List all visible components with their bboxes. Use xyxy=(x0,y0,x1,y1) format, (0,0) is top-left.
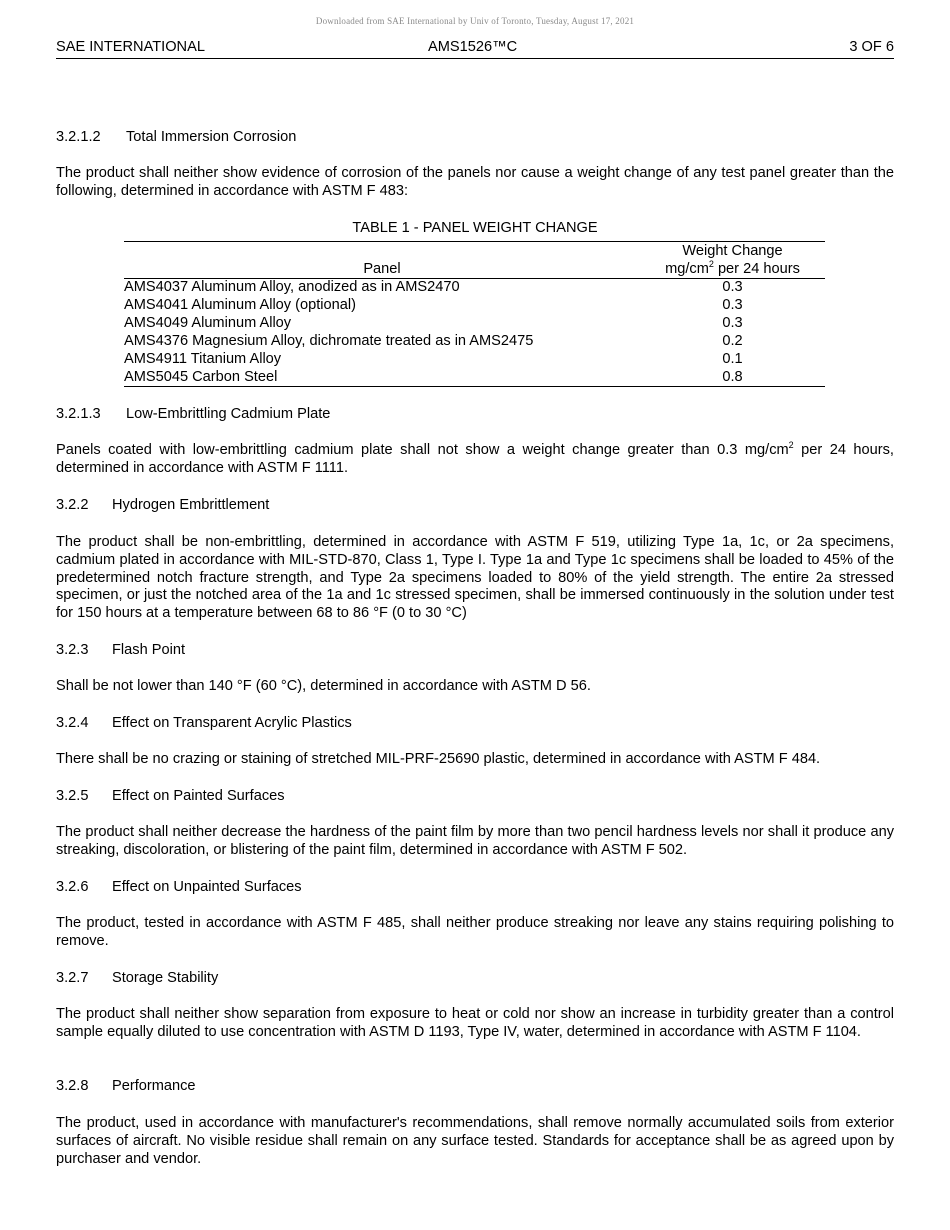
value-cell: 0.2 xyxy=(722,332,743,349)
header-page-number: 3 OF 6 xyxy=(849,39,894,55)
section-number: 3.2.4 xyxy=(56,715,89,731)
section-title: Effect on Transparent Acrylic Plastics xyxy=(112,715,352,731)
section-title: Hydrogen Embrittlement xyxy=(112,497,270,513)
section-heading-322 xyxy=(56,497,269,513)
section-title: Total Immersion Corrosion xyxy=(126,129,297,145)
section-title: Low-Embrittling Cadmium Plate xyxy=(126,406,331,422)
panel-cell: AMS5045 Carbon Steel xyxy=(124,369,640,387)
section-number: 3.2.1.3 xyxy=(56,406,101,422)
panel-cell: AMS4911 Titanium Alloy xyxy=(124,350,282,367)
section-body-322: The product shall be non-embrittling, determined in accordance with ASTM F 519, utilizing Type 1a, 1c, or 2a specimens, cadmium plated in accordance with MIL-STD-870, Class 1, Type I. Type 1a and Type 1c specimens shall be loaded to 45% of the predetermined notch fracture strength, and Type 2a specimens loaded to 80% of the yield strength. The entire 2a stressed specimen, or just the notched area of the 1a and 1c stressed specimen, shall be immersed continuously in the solution under test for 150 hours at a temperature between 68 to 86 °F (0 to 30 °C) xyxy=(56,534,894,622)
section-body-326: The product, tested in accordance with ASTM F 485, shall neither produce streaking nor leave any stains requiring polishing to remove. xyxy=(56,915,894,949)
section-number: 3.2.1.2 xyxy=(56,129,101,145)
section-body-324: There shall be no crazing or staining of stretched MIL-PRF-25690 plastic, determined in accordance with ASTM F 484. xyxy=(56,751,821,767)
section-number: 3.2.8 xyxy=(56,1078,89,1094)
section-heading-323 xyxy=(56,642,185,658)
page-header xyxy=(56,38,894,59)
table-row xyxy=(124,333,825,351)
section-title: Effect on Painted Surfaces xyxy=(112,788,285,804)
section-title: Effect on Unpainted Surfaces xyxy=(112,879,302,895)
section-number: 3.2.5 xyxy=(56,788,89,804)
table-row xyxy=(124,351,825,369)
section-heading-326 xyxy=(56,879,302,895)
section-body-328: The product, used in accordance with manufacturer's recommendations, shall remove normally accumulated soils from exterior surfaces of aircraft. No visible residue shall remain on any surface tested. Standards for acceptance shall be as agreed upon by purchaser and vendor. xyxy=(56,1115,894,1167)
panel-cell: AMS4376 Magnesium Alloy, dichromate treated as in AMS2475 xyxy=(124,332,534,349)
panel-cell: AMS4041 Aluminum Alloy (optional) xyxy=(124,296,356,313)
section-number: 3.2.3 xyxy=(56,642,89,658)
section-heading-3213 xyxy=(56,406,330,422)
table-row xyxy=(124,297,825,315)
value-cell: 0.3 xyxy=(722,296,743,313)
column-header-panel: Panel xyxy=(124,242,640,279)
value-cell: 0.1 xyxy=(722,350,743,367)
value-cell: 0.3 xyxy=(722,314,743,331)
section-heading-324 xyxy=(56,715,352,731)
section-heading-3212 xyxy=(56,129,296,145)
section-number: 3.2.6 xyxy=(56,879,89,895)
section-heading-328 xyxy=(56,1078,196,1094)
section-body-325: The product shall neither decrease the hardness of the paint film by more than two pencil hardness levels nor shall it produce any streaking, discoloration, or blistering of the paint film, determined in accordance with ASTM F 502. xyxy=(56,824,894,858)
weight-change-unit: $mg/cm^2$ per 24 hours xyxy=(665,258,800,277)
section-body-3213: Panels coated with low-embrittling cadmium plate shall not show a weight change greater than 0.3 $mg/cm^2$ per 24 hours, determined in accordance with ASTM F 1111. xyxy=(56,440,894,476)
section-heading-325 xyxy=(56,788,285,804)
table-header-row xyxy=(124,242,825,279)
section-body-3212: The product shall neither show evidence of corrosion of the panels nor cause a weight change of any test panel greater than the following, determined in accordance with ASTM F 483: xyxy=(56,165,894,199)
table-row xyxy=(124,315,825,333)
section-body-327: The product shall neither show separation from exposure to heat or cold nor show an increase in turbidity greater than a control sample equally diluted to use concentration with ASTM D 1193, Type IV, water, determined in accordance with ASTM F 1104. xyxy=(56,1006,894,1040)
section-title: Storage Stability xyxy=(112,970,219,986)
panel-cell: AMS4037 Aluminum Alloy, anodized as in AMS2470 xyxy=(124,279,460,295)
table-row xyxy=(124,369,825,387)
section-title: Performance xyxy=(112,1078,196,1094)
weight-change-label: Weight Change xyxy=(682,243,783,259)
table-title: TABLE 1 - PANEL WEIGHT CHANGE xyxy=(352,220,598,236)
section-heading-327 xyxy=(56,970,218,986)
value-cell: 0.8 xyxy=(640,369,825,387)
section-body-323: Shall be not lower than 140 °F (60 °C), determined in accordance with ASTM D 56. xyxy=(56,678,591,694)
section-number: 3.2.7 xyxy=(56,970,89,986)
panel-weight-change-table xyxy=(124,241,825,387)
header-document-id: AMS1526™C xyxy=(428,39,518,55)
table-row xyxy=(124,279,825,297)
value-cell: 0.3 xyxy=(722,279,743,295)
section-title: Flash Point xyxy=(112,642,186,658)
header-organization: SAE INTERNATIONAL xyxy=(56,39,205,55)
section-number: 3.2.2 xyxy=(56,497,89,513)
download-watermark: Downloaded from SAE International by Univ of Toronto, Tuesday, August 17, 2021 xyxy=(315,16,635,26)
panel-cell: AMS4049 Aluminum Alloy xyxy=(124,314,292,331)
column-header-weight-change xyxy=(640,242,825,279)
